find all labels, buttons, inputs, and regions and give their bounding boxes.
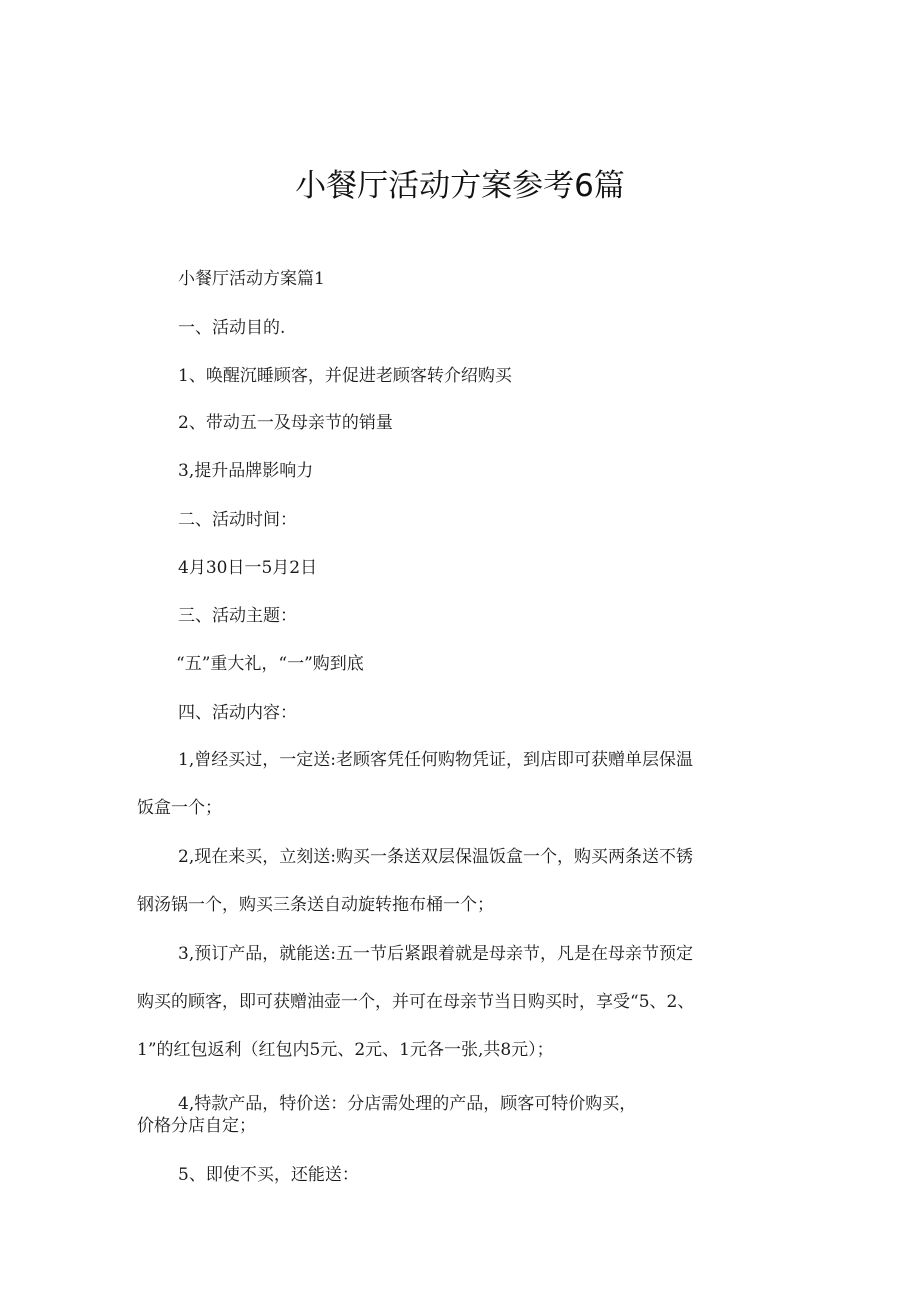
content-item-1 (137, 749, 793, 819)
content-item-2-line-2: 钢汤锅一个，购买三条送自动旋转拖布桶一个； (137, 895, 494, 915)
content-item-1-line-1: 1,曾经买过，一定送:老顾客凭任何购物凭证，到店即可获赠单层保温 (178, 750, 693, 770)
content-item-5: 5、即使不买，还能送： (178, 1165, 359, 1185)
activity-theme: “五”重大礼，“一”购到底 (176, 654, 364, 674)
content-item-2 (137, 846, 793, 916)
content-item-3-line-3: 1”的红包返利（红包内5元、2元、1元各一张,共8元）； (137, 1040, 554, 1060)
purpose-item-1: 1、唤醒沉睡顾客，并促进老顾客转介绍购买 (178, 366, 512, 386)
content-item-3 (137, 943, 793, 1061)
content-item-1-line-2: 饭盒一个； (137, 798, 222, 818)
section-title: 小餐厅活动方案篇1 (178, 269, 325, 289)
content-item-3-line-1: 3,预订产品，就能送:五一节后紧跟着就是母亲节，凡是在母亲节预定 (178, 944, 693, 964)
content-item-4-line-2: 价格分店自定； (137, 1116, 256, 1136)
document-title: 小餐厅活动方案参考6篇 (295, 168, 625, 204)
heading-theme: 三、活动主题： (178, 606, 297, 626)
content-item-4 (137, 1093, 793, 1137)
heading-purpose: 一、活动目的. (178, 318, 286, 338)
content-item-4-line-1: 4,特款产品，特价送：分店需处理的产品，顾客可特价购买， (178, 1094, 637, 1114)
content-item-3-line-2: 购买的顾客，即可获赠油壶一个，并可在母亲节当日购买时，享受“5、2、 (137, 992, 695, 1012)
heading-time: 二、活动时间： (178, 510, 297, 530)
content-item-2-line-1: 2,现在来买，立刻送:购买一条送双层保温饭盒一个，购买两条送不锈 (178, 847, 693, 867)
purpose-item-3: 3,提升品牌影响力 (178, 461, 314, 481)
heading-content: 四、活动内容： (178, 703, 297, 723)
purpose-item-2: 2、带动五一及母亲节的销量 (178, 413, 393, 433)
activity-time: 4月30日一5月2日 (178, 558, 318, 578)
